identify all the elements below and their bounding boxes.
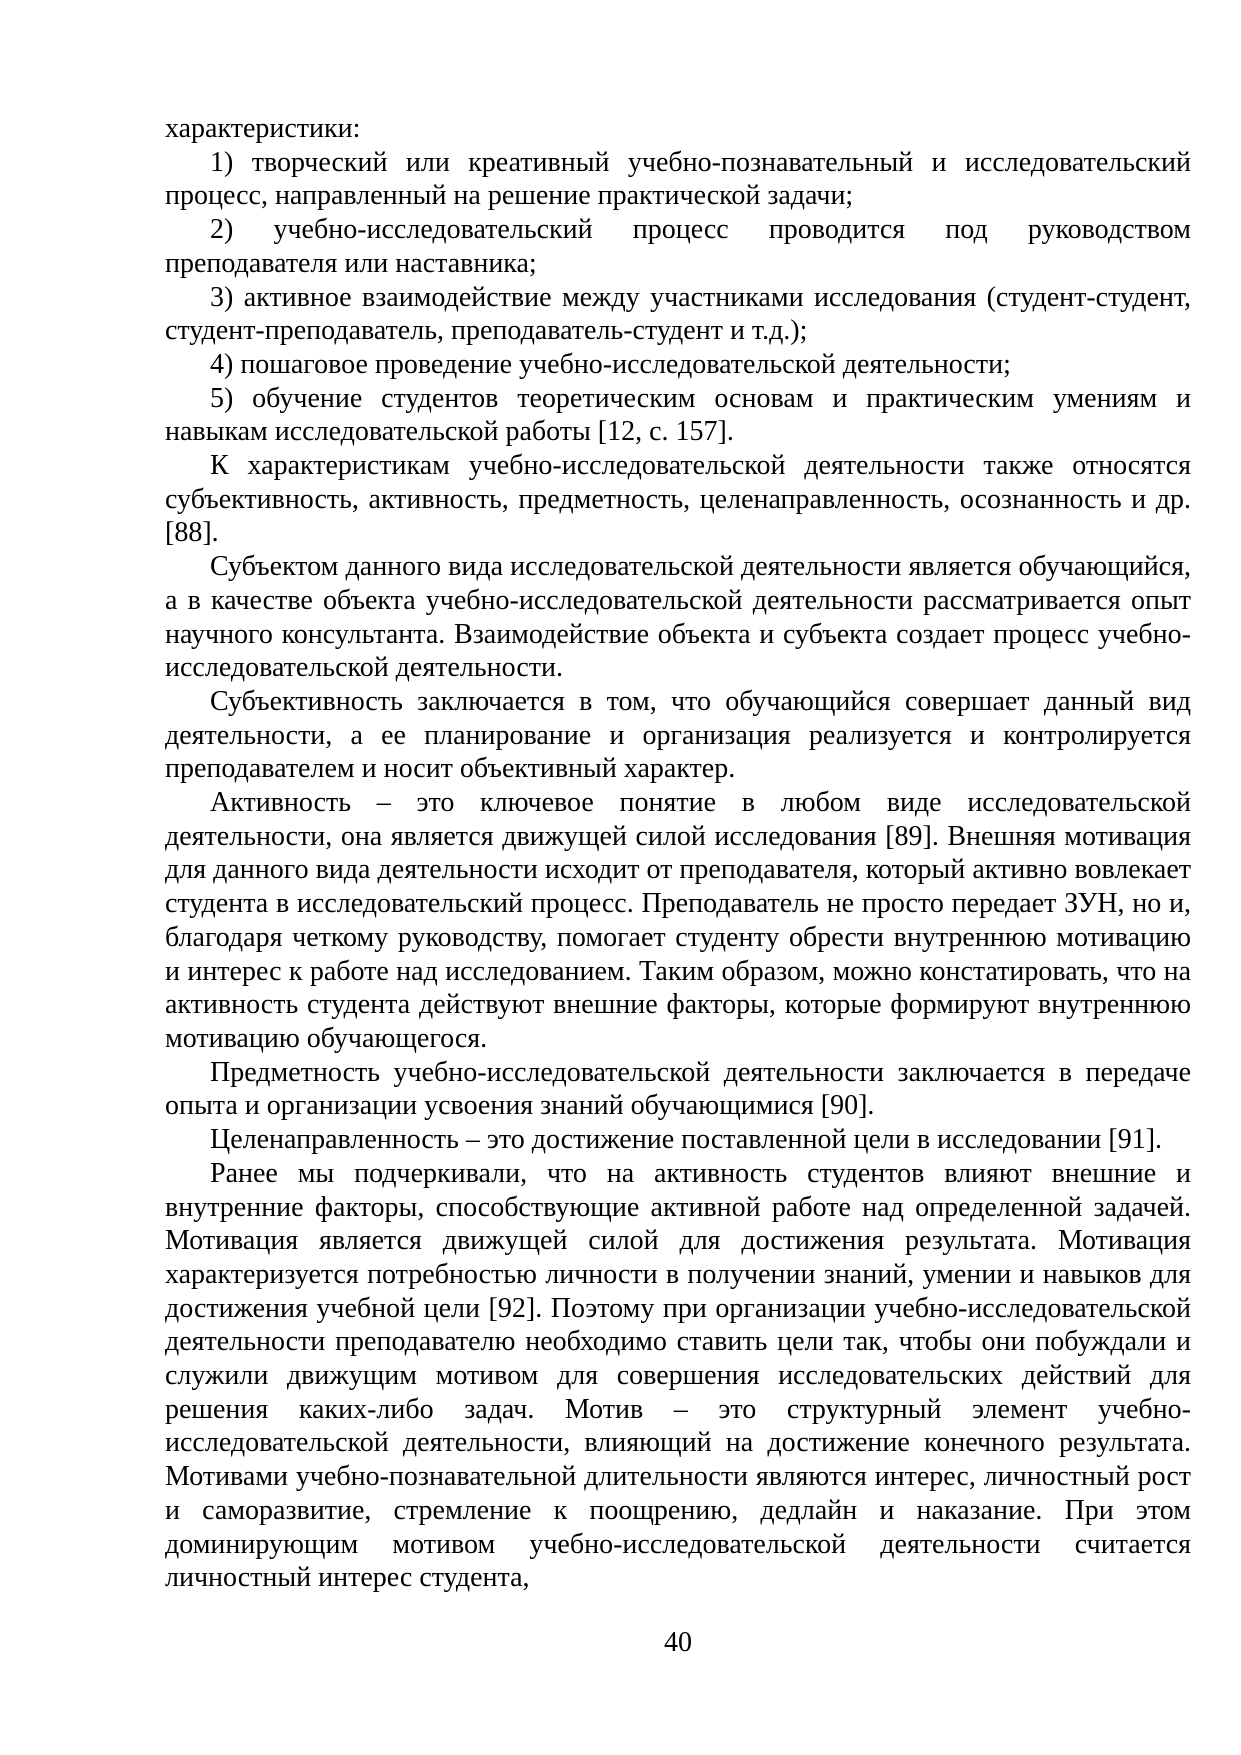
paragraph: Предметность учебно-исследовательской деятельности заключается в передаче опыта и организации усвоения знаний обучающимися [90]. <box>165 1056 1191 1122</box>
paragraph: К характеристикам учебно-исследовательской деятельности также относятся субъективность, активность, предметность, целенаправленность, осознанность и др. [88]. <box>165 450 1191 549</box>
paragraph: 1) творческий или креативный учебно-познавательный и исследовательский процесс, направленный на решение практической задачи; <box>165 146 1191 212</box>
paragraph: 2) учебно-исследовательский процесс проводится под руководством преподавателя или наставника; <box>165 214 1191 279</box>
page-body <box>165 112 1191 1595</box>
paragraph: Субъектом данного вида исследовательской деятельности является обучающийся, а в качестве объекта учебно-исследовательской деятельности рассматривается опыт научного консультанта. Взаимодействие объекта и субъекта создает процесс учебно-исследовательской деятельности. <box>165 551 1191 684</box>
paragraph: 4) пошаговое проведение учебно-исследовательской деятельности; <box>210 348 1011 380</box>
paragraph: 3) активное взаимодействие между участниками исследования (студент-студент, студент-преподаватель, преподаватель-студент и т.д.); <box>165 281 1191 347</box>
paragraph: Активность – это ключевое понятие в любом виде исследовательской деятельности, она является движущей силой исследования [89]. Внешняя мотивация для данного вида деятельности исходит от преподавателя, который активно вовлекает студента в исследовательский процесс. Преподаватель не просто передает ЗУН, но и, благодаря четкому руководству, помогает студенту обрести внутреннюю мотивацию и интерес к работе над исследованием. Таким образом, можно констатировать, что на активность студента действуют внешние факторы, которые формируют внутреннюю мотивацию обучающегося. <box>165 787 1191 1054</box>
paragraph: Целенаправленность – это достижение поставленной цели в исследовании [91]. <box>210 1124 1163 1156</box>
page-number: 40 <box>664 1627 692 1658</box>
paragraph: 5) обучение студентов теоретическим основам и практическим умениям и навыкам исследовательской работы [12, с. 157]. <box>165 382 1191 448</box>
paragraph: Ранее мы подчеркивали, что на активность студентов влияют внешние и внутренние факторы, способствующие активной работе над определенной задачей. Мотивация является движущей силой для достижения результата. Мотивация характеризуется потребностью личности в получении знаний, умении и навыков для достижения учебной цели [92]. Поэтому при организации учебно-исследовательской деятельности преподавателю необходимо ставить цели так, чтобы они побуждали и служили движущим мотивом для совершения исследовательских действий для решения каких-либо задач. Мотив – это структурный элемент учебно-исследовательской деятельности, влияющий на достижение конечного результата. Мотивами учебно-познавательной длительности являются интерес, личностный рост и саморазвитие, стремление к поощрению, дедлайн и наказание. При этом доминирующим мотивом учебно-исследовательской деятельности считается личностный интерес студента, <box>165 1157 1191 1594</box>
paragraph: характеристики: <box>165 113 361 144</box>
paragraph: Субъективность заключается в том, что обучающийся совершает данный вид деятельности, а ее планирование и организация реализуется и контролируется преподавателем и носит объективный характер. <box>165 685 1191 785</box>
